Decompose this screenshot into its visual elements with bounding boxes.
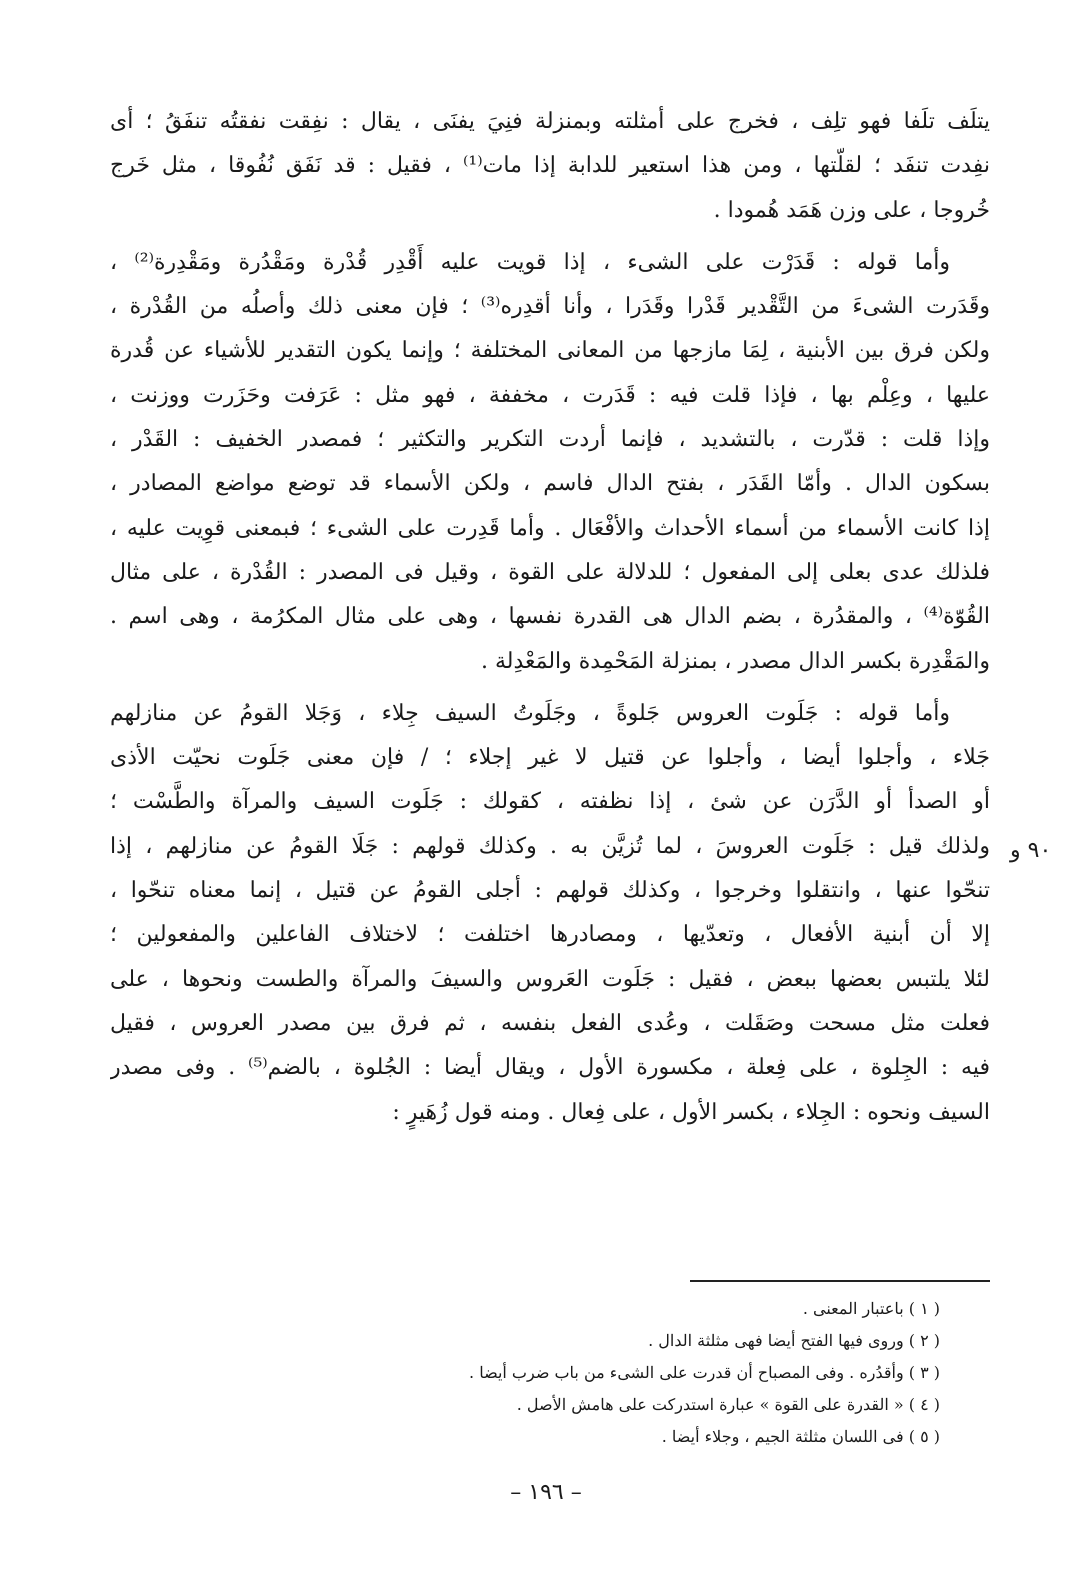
- text-line: إذا كانت الأسماء من أسماء الأحداث والأفْعَال . وأما قَدِرت على الشىء ؛ فبمعنى قوِيت عليه ،: [110, 515, 990, 541]
- text-line: إلا أن أبنية الأفعال ، وتعدّيها ، ومصادرها اختلفت ؛ لاختلاف الفاعلين والمفعولين ؛: [110, 922, 990, 948]
- text-line: السيف ونحوه : الجِلاء ، بكسر الأول ، على فِعال . ومنه قول زُهَيرٍ :: [392, 1099, 990, 1125]
- footnote-divider: [690, 1280, 990, 1282]
- page-number: – ١٩٦ –: [510, 1480, 582, 1505]
- footnotes: [110, 1293, 940, 1453]
- margin-folio-note: ٩٠ و: [1010, 838, 1052, 863]
- text-line: خُروجا ، على وزن هَمَد هُمودا .: [713, 197, 990, 223]
- text-line: ولكن فرق بين الأبنية ، لِمَا مازجها من المعانى المختلفة ؛ وإنما يكون التقدير للأشياء عن قُدرة: [110, 338, 990, 364]
- footnote: ( ٢ ) وروى فيها الفتح أيضا فهى مثلثة الدال .: [648, 1331, 940, 1350]
- text-line: أو الصدأ أو الدَّرَن عن شئ ، إذا نظفته ، كقولك : جَلَوت السيف والمرآة والطَّسْت ؛: [110, 789, 990, 815]
- text-line: تنحّوا عنها ، وانتقلوا وخرجوا ، وكذلك قولهم : أجلى القومُ عن قتيل ، إنما معناه تنحّوا ،: [110, 878, 990, 904]
- text-line: وقَدَرت الشىءَ من التَّقْدير قَدْرا وقَدَرا ، وأنا أقدِره⁽³⁾ ؛ فإن معنى ذلك وأصلُه من القُدْرة ،: [110, 294, 990, 320]
- text-line: فلذلك عدى بعلى إلى المفعول ؛ للدلالة على القوة ، وقيل فى المصدر : القُدْرة ، على مثال: [110, 559, 990, 585]
- text-line: وأما قوله : قَدَرْت على الشىء ، إذا قويت عليه أَقْدِر قُدْرة ومَقْدُرة ومَقْدِرة⁽²⁾ ،: [110, 249, 950, 275]
- footnote: ( ١ ) باعتبار المعنى .: [802, 1299, 940, 1318]
- paragraph-2: [110, 241, 990, 684]
- text-line: وأما قوله : جَلَوت العروس جَلوةً ، وجَلَوتُ السيف جِلاء ، وَجَلا القومُ عن منازلهم: [110, 700, 950, 726]
- text-line: والمَقْدِرة بكسر الدال مصدر ، بمنزلة المَحْمِدة والمَعْدِلة .: [480, 648, 990, 674]
- text-line: نفِدت تنفَد ؛ لقلّتها ، ومن هذا استعير للدابة إذا مات⁽¹⁾ ، فقيل : قد نَفَق نُفُوقا ، مثل خَرج: [110, 153, 990, 179]
- footnote: ( ٥ ) فى اللسان مثلثة الجيم ، وجلاء أيضا .: [661, 1427, 940, 1446]
- text-line: وإذا قلت : قدّرت ، بالتشديد ، فإنما أردت التكرير والتكثير ؛ فمصدر الخفيف : القَدْر ،: [110, 427, 990, 453]
- text-line: عليها ، وعِلْم بها ، فإذا قلت فيه : قَدَرت ، مخففة ، فهو مثل : عَرَفت وحَزَرت ووزنت ،: [110, 382, 990, 408]
- paragraph-1: [110, 100, 990, 233]
- text-line: جَلاء ، وأجلوا أيضا ، وأجلوا عن قتيل لا غير إجلاء ؛ / فإن معنى جَلَوت نحيّت الأذى: [110, 745, 990, 771]
- text-line: فيه : الجِلوة ، على فِعلة ، مكسورة الأول ، ويقال أيضا : الجُلوة ، بالضم⁽⁵⁾ . وفى مصدر: [110, 1055, 990, 1081]
- text-line: لئلا يلتبس بعضها ببعض ، فقيل : جَلَوت العَروس والسيفَ والمرآة والطست ونحوها ، على: [110, 966, 990, 992]
- footnote: ( ٤ ) « القدرة على القوة » عبارة استدركت على هامش الأصل .: [516, 1395, 940, 1414]
- paragraph-3: [110, 692, 990, 1135]
- text-line: ولذلك قيل : جَلَوت العروسَ ، لما تُزيَّن به . وكذلك قولهم : جَلَا القومُ عن منازلهم ، إذا: [110, 833, 990, 859]
- text-line: فعلت مثل مسحت وصَقَلت ، وعُدى الفعل بنفسه ، ثم فرق بين مصدر العروس ، فقيل: [110, 1010, 990, 1036]
- footnote: ( ٣ ) وأقدُره . وفى المصباح أن قدرت على الشىء من باب ضرب أيضا .: [469, 1363, 940, 1382]
- text-line: القُوّة⁽⁴⁾ ، والمقدُرة ، بضم الدال هى القدرة نفسها ، وهى على مثال المكرُمة ، وهى اسم .: [110, 604, 990, 630]
- main-text: [110, 100, 990, 1135]
- text-line: بسكون الدال . وأمّا القَدَر ، بفتح الدال فاسم ، ولكن الأسماء قد توضع مواضع المصادر ،: [110, 471, 990, 497]
- text-line: يتلَف تلَفا فهو تلِف ، فخرج على أمثلته وبمنزلة فنِيَ يفنَى ، يقال : نفِقت نفقتُه تنفَقُ ؛ أى: [110, 109, 990, 134]
